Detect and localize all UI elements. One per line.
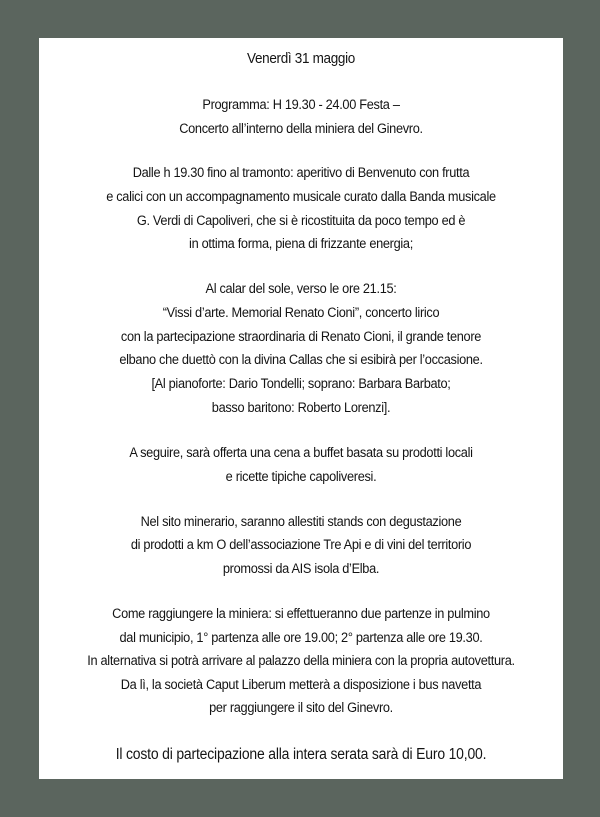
event-flyer-card [39, 38, 563, 779]
concerto-line-3: con la partecipazione straordinaria di Renato Cioni, il grande tenore [120, 329, 482, 345]
aperitivo-line-3: G. Verdi di Capoliveri, che si è ricostituita da poco tempo ed è [136, 213, 466, 229]
programma-line-1: Programma: H 19.30 - 24.00 Festa – [202, 97, 400, 113]
stands-line-3: promossi da AIS isola d’Elba. [222, 561, 380, 577]
stands-line-2: di prodotti a km O dell’associazione Tre Api e di vini del territorio [130, 537, 472, 553]
stands-line-1: Nel sito minerario, saranno allestiti stands con degustazione [140, 514, 462, 530]
concerto-line-1: Al calar del sole, verso le ore 21.15: [205, 281, 397, 297]
cena-line-1: A seguire, sarà offerta una cena a buffet basata su prodotti locali [129, 445, 473, 461]
aperitivo-line-4: in ottima forma, piena di frizzante energia; [189, 236, 413, 252]
raggiungere-line-1: Come raggiungere la miniera: si effettueranno due partenze in pulmino [112, 606, 490, 622]
concerto-line-6: basso baritono: Roberto Lorenzi]. [211, 400, 391, 416]
cena-line-2: e ricette tipiche capoliveresi. [225, 469, 377, 485]
raggiungere-line-4: Da lì, la società Caput Liberum metterà a disposizione i bus navetta [120, 677, 482, 693]
concerto-line-5: [Al pianoforte: Dario Tondelli; soprano: Barbara Barbato; [151, 376, 451, 392]
aperitivo-line-2: e calici con un accompagnamento musicale curato dalla Banda musicale [106, 189, 496, 205]
raggiungere-line-3: In alternativa si potrà arrivare al palazzo della miniera con la propria autovettura. [87, 653, 515, 669]
programma-line-2: Concerto all’interno della miniera del Ginevro. [179, 121, 423, 137]
aperitivo-line-1: Dalle h 19.30 fino al tramonto: aperitivo di Benvenuto con frutta [132, 165, 470, 181]
raggiungere-line-5: per raggiungere il sito del Ginevro. [209, 700, 393, 716]
concerto-line-2: “Vissi d’arte. Memorial Renato Cioni”, concerto lirico [162, 305, 440, 321]
raggiungere-line-2: dal municipio, 1° partenza alle ore 19.00; 2° partenza alle ore 19.30. [119, 630, 483, 646]
concerto-line-4: elbano che duettò con la divina Callas che si esibirà per l’occasione. [119, 352, 483, 368]
costo-line: Il costo di partecipazione alla intera serata sarà di Euro 10,00. [115, 746, 487, 763]
event-date-title: Venerdì 31 maggio [247, 50, 355, 67]
